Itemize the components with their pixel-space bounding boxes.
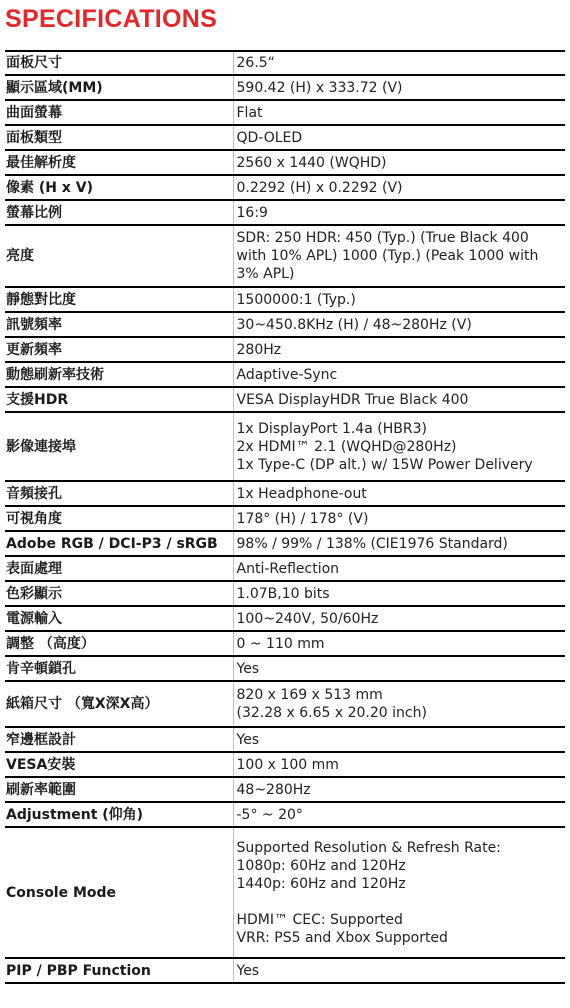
spec-value [233, 752, 565, 777]
spec-row [5, 777, 565, 802]
spec-label: 面板尺寸 [5, 51, 233, 75]
spec-row [5, 958, 565, 983]
spec-value [233, 656, 565, 681]
spec-label: PIP / PBP Function [5, 958, 233, 983]
spec-row [5, 631, 565, 656]
spec-value [233, 51, 565, 75]
spec-value [233, 100, 565, 125]
spec-value [233, 777, 565, 802]
spec-value-line: 1500000:1 (Typ.) [236, 291, 356, 308]
spec-row [5, 556, 565, 581]
spec-row [5, 387, 565, 412]
spec-label: 顯示區域(MM) [5, 75, 233, 100]
spec-label: 面板類型 [5, 125, 233, 150]
spec-value-line: 2x HDMI™ 2.1 (WQHD@280Hz) [236, 438, 457, 455]
spec-label: 動態刷新率技術 [5, 362, 233, 387]
spec-label: Adjustment (仰角) [5, 802, 233, 827]
page-title: SPECIFICATIONS [5, 5, 218, 33]
spec-row [5, 727, 565, 752]
spec-value-line: 820 x 169 x 513 mm [236, 687, 383, 703]
spec-value-line: Yes [236, 660, 260, 677]
spec-value-line: 16:9 [236, 204, 268, 221]
spec-row [5, 681, 565, 727]
spec-row [5, 225, 565, 287]
spec-value [233, 200, 565, 225]
spec-value-line: 26.5“ [236, 55, 275, 71]
spec-value [233, 506, 565, 531]
spec-value [233, 125, 565, 150]
spec-value [233, 337, 565, 362]
spec-value-line: HDMI™ CEC: Supported [236, 911, 403, 928]
spec-value [233, 802, 565, 827]
spec-value [233, 481, 565, 506]
spec-value-line: 100 x 100 mm [236, 756, 339, 773]
spec-label: 窄邊框設計 [5, 727, 233, 752]
spec-value-line: 1x DisplayPort 1.4a (HBR3) [236, 420, 427, 437]
spec-label: 可視角度 [5, 506, 233, 531]
spec-value [233, 531, 565, 556]
spec-value-line: 100~240V, 50/60Hz [236, 610, 379, 627]
spec-value-line: -5° ~ 20° [236, 806, 303, 823]
spec-value [233, 175, 565, 200]
spec-value-line: 48~280Hz [236, 781, 311, 798]
spec-value-line: 1x Type-C (DP alt.) w/ 15W Power Delivery [236, 456, 533, 473]
spec-label: 影像連接埠 [5, 412, 233, 481]
spec-value-line: Adaptive-Sync [236, 366, 338, 383]
spec-row [5, 362, 565, 387]
spec-value-line: 1440p: 60Hz and 120Hz [236, 875, 406, 892]
spec-row [5, 150, 565, 175]
spec-label: 訊號頻率 [5, 312, 233, 337]
spec-value-line: 178° (H) / 178° (V) [236, 510, 369, 527]
spec-label: Adobe RGB / DCI-P3 / sRGB [5, 531, 233, 556]
spec-value [233, 827, 565, 958]
spec-value [233, 387, 565, 412]
spec-row [5, 312, 565, 337]
spec-label: 電源輸入 [5, 606, 233, 631]
spec-value [233, 681, 565, 727]
spec-row [5, 125, 565, 150]
spec-value-line [237, 893, 566, 911]
spec-value-line: 98% / 99% / 138% (CIE1976 Standard) [236, 535, 508, 552]
spec-value-line: VRR: PS5 and Xbox Supported [236, 929, 448, 946]
spec-label: 肯辛頓鎖孔 [5, 656, 233, 681]
spec-label: 支援HDR [5, 387, 233, 412]
spec-value [233, 556, 565, 581]
spec-value-line: 1080p: 60Hz and 120Hz [236, 857, 406, 874]
spec-label: VESA安裝 [5, 752, 233, 777]
spec-label: 螢幕比例 [5, 200, 233, 225]
spec-row [5, 51, 565, 75]
spec-table [5, 50, 565, 984]
spec-value [233, 727, 565, 752]
spec-row [5, 606, 565, 631]
spec-label: 更新頻率 [5, 337, 233, 362]
spec-value [233, 606, 565, 631]
spec-label: 音頻接孔 [5, 481, 233, 506]
spec-value-line: Yes [236, 962, 260, 979]
spec-value-line: 2560 x 1440 (WQHD) [236, 154, 387, 171]
spec-row [5, 175, 565, 200]
spec-label: 色彩顯示 [5, 581, 233, 606]
spec-row [5, 412, 565, 481]
spec-value-line: 1x Headphone-out [236, 485, 367, 502]
spec-value-line: 590.42 (H) x 333.72 (V) [236, 79, 403, 96]
spec-row [5, 337, 565, 362]
spec-label: 像素 (H x V) [5, 175, 233, 200]
spec-row [5, 802, 565, 827]
spec-value-line: QD-OLED [236, 129, 303, 146]
spec-value [233, 581, 565, 606]
spec-value [233, 287, 565, 312]
spec-label: 亮度 [5, 225, 233, 287]
spec-row [5, 752, 565, 777]
spec-value [233, 412, 565, 481]
spec-row [5, 75, 565, 100]
spec-table-body [5, 51, 565, 983]
spec-value-line: Supported Resolution & Refresh Rate: [236, 839, 501, 856]
spec-label: 曲面螢幕 [5, 100, 233, 125]
spec-value-line: 30~450.8KHz (H) / 48~280Hz (V) [236, 316, 472, 333]
spec-value [233, 362, 565, 387]
spec-value [233, 958, 565, 983]
spec-value [233, 631, 565, 656]
spec-row [5, 827, 565, 958]
spec-value [233, 75, 565, 100]
spec-value-line: 280Hz [236, 341, 282, 358]
spec-value [233, 225, 565, 287]
spec-value [233, 150, 565, 175]
spec-row [5, 506, 565, 531]
spec-label: 紙箱尺寸 （寬X深X高） [5, 681, 233, 727]
spec-value-line: SDR: 250 HDR: 450 (Typ.) (True Black 400 [236, 230, 529, 246]
spec-value [233, 312, 565, 337]
spec-value-line: Anti-Reflection [236, 560, 340, 577]
spec-value-line: 1.07B,10 bits [236, 585, 330, 602]
spec-row [5, 531, 565, 556]
spec-value-line: VESA DisplayHDR True Black 400 [236, 391, 469, 408]
spec-label: 調整 （高度） [5, 631, 233, 656]
spec-value-line: (32.28 x 6.65 x 20.20 inch) [236, 705, 427, 721]
spec-label: 最佳解析度 [5, 150, 233, 175]
spec-value-line: Flat [236, 104, 263, 121]
spec-value-line: with 10% APL) 1000 (Typ.) (Peak 1000 with [236, 248, 539, 264]
spec-value-line: Yes [236, 731, 260, 748]
spec-label: 靜態對比度 [5, 287, 233, 312]
spec-row [5, 287, 565, 312]
spec-label: Console Mode [5, 827, 233, 958]
spec-label: 表面處理 [5, 556, 233, 581]
spec-row [5, 481, 565, 506]
spec-value-line: 0 ~ 110 mm [236, 635, 325, 652]
spec-row [5, 581, 565, 606]
spec-value-line: 3% APL) [236, 266, 295, 282]
spec-label: 刷新率範圍 [5, 777, 233, 802]
spec-row [5, 100, 565, 125]
spec-row [5, 200, 565, 225]
spec-value-line: 0.2292 (H) x 0.2292 (V) [236, 179, 403, 196]
spec-row [5, 656, 565, 681]
